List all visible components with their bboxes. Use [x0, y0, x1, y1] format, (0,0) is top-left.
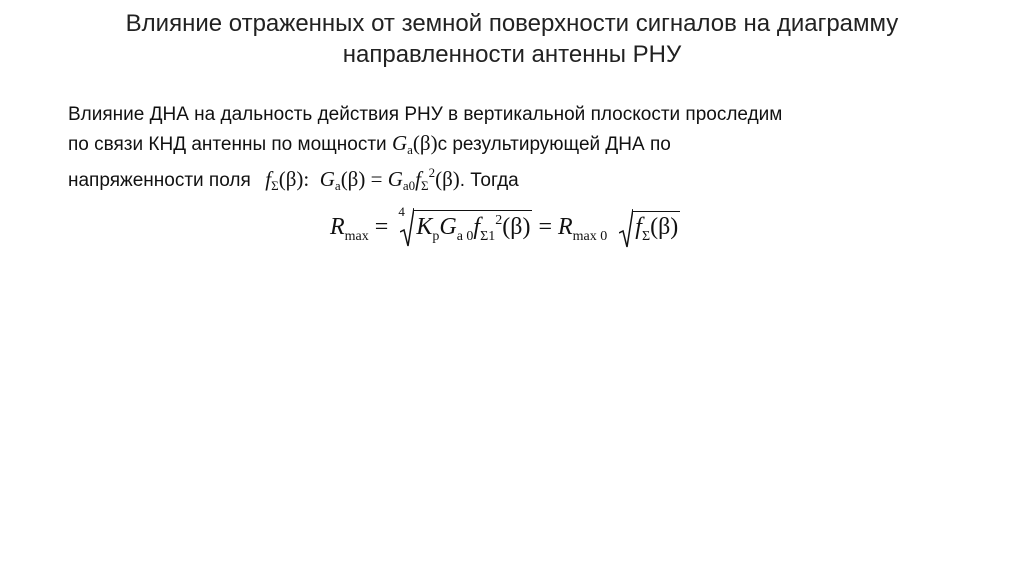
range-formula: $R_{max}$ = 4 $K_pG_{a 0}f_{\Sigma 1}^2(\beta) = R_{max 0}$ $f_\Sigma(\beta)$ [330, 210, 680, 260]
paragraph-text-2a: по связи КНД антенны по мощности [68, 134, 387, 155]
paragraph-line-3 [68, 158, 988, 193]
paragraph-text-3a: напряженности поля [68, 170, 251, 191]
paragraph-line-2 [68, 129, 988, 158]
title-line-1: Влияние отраженных от земной поверхности сигналов на диаграмму [125, 10, 899, 37]
fourth-root: 4 $K_pG_{a 0}f_{\Sigma 1}^2(\beta)$ [396, 210, 532, 245]
radical-sign [400, 208, 414, 248]
paragraph-text-3b: . Тогда [459, 170, 519, 191]
paragraph-text-1: Влияние ДНА на дальность действия РНУ в вертикальной плоскости проследим [68, 104, 783, 125]
paragraph-text-2b: с результирующей ДНА по [437, 134, 671, 155]
paragraph [68, 100, 988, 193]
pattern-relation-formula: $f_\Sigma(\beta)$: $G_a(\beta) = G_{a0}f_\Sigma^2(\beta)$ [265, 165, 460, 193]
title-line-2: направленности антенны РНУ [342, 41, 682, 68]
gain-formula: $G_a(\beta)$ [391, 131, 438, 157]
paragraph-line-1 [68, 100, 988, 129]
square-root: $f_\Sigma(\beta)$ [615, 211, 680, 245]
slide-title [0, 8, 1024, 70]
radical-sign [619, 209, 633, 249]
